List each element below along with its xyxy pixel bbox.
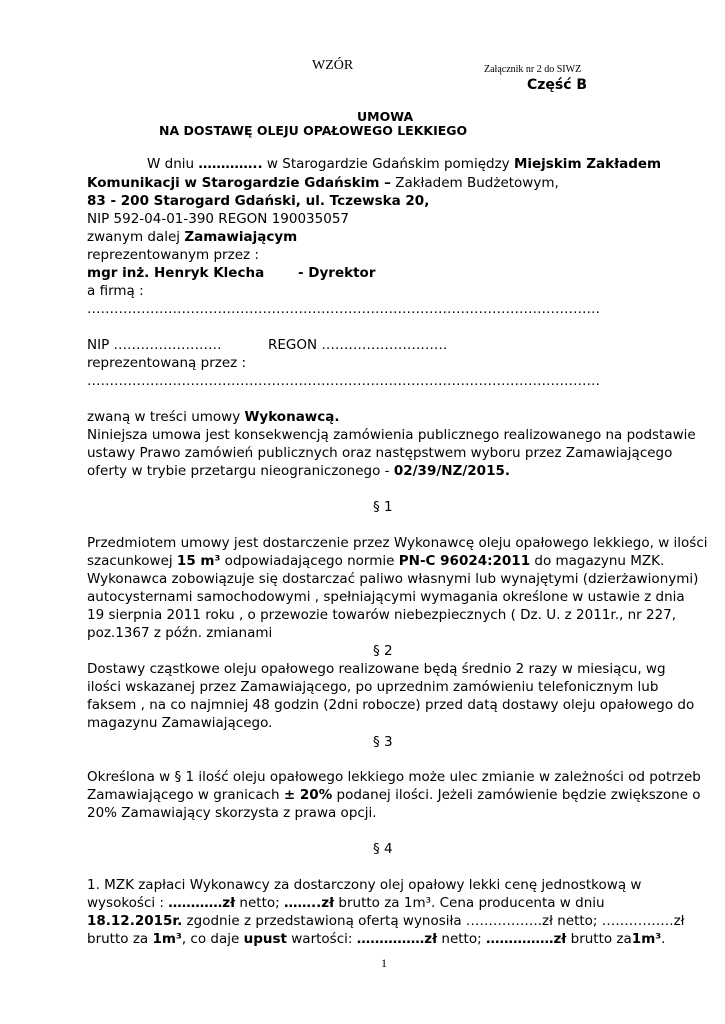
section-2-line-1: Dostawy cząstkowe oleju opałowego realizowane będą średnio 2 razy w miesiącu, wg	[87, 661, 666, 677]
section-1-heading: § 1	[373, 499, 393, 515]
intro-date-blank: …………..	[198, 156, 263, 172]
norm-value: PN-C 96024:2011	[398, 553, 531, 569]
discount-gross-blank: ……………zł	[485, 931, 567, 947]
section-1-line-5: 19 sierpnia 2011 roku , o przewozie towarów niebezpiecznych ( Dz. U. z 2011r., nr 227,	[87, 607, 677, 623]
client-type: Zakładem Budżetowym,	[390, 175, 559, 191]
client-ids: NIP 592-04-01-390 REGON 190035057	[87, 211, 349, 227]
intro-line-2	[87, 175, 559, 191]
client-address: 83 - 200 Starogard Gdański, ul. Tczewska 20,	[87, 193, 430, 209]
contractor-alias: Wykonawcą.	[244, 409, 340, 425]
preamble-line-2: Niniejsza umowa jest konsekwencją zamówienia publicznego realizowanego na podstawie	[87, 427, 696, 443]
net-label-2: netto;	[437, 931, 486, 947]
title-umowa: UMOWA	[357, 109, 414, 124]
attachment-label: Załącznik nr 2 do SIWZ	[484, 64, 582, 75]
client-alias: Zamawiającym	[184, 229, 298, 245]
contractor-alias-prefix: zwaną w treści umowy	[87, 409, 245, 425]
representative-name: mgr inż. Henryk Klecha	[87, 265, 265, 281]
tender-number: 02/39/NZ/2015.	[393, 463, 510, 479]
range-value: ± 20%	[283, 787, 333, 803]
representative-role: - Dyrektor	[298, 265, 376, 281]
unit-1: 1m³	[152, 931, 182, 947]
section-4-line-2	[87, 895, 605, 911]
norm-prefix: odpowiadającego normie	[220, 553, 399, 569]
preamble-line-4	[87, 463, 510, 479]
contractor-regon: REGON ……………………….	[268, 337, 448, 353]
gross-prefix: brutto za	[87, 931, 153, 947]
title-subject: NA DOSTAWĘ OLEJU OPAŁOWEGO LEKKIEGO	[159, 123, 468, 138]
gross-price-blank: ……..zł	[283, 895, 335, 911]
section-1-line-2	[87, 553, 664, 569]
discount-label: upust	[243, 931, 287, 947]
represented-by-label: reprezentowanym przez :	[87, 247, 259, 263]
gives-label: , co daje	[181, 931, 244, 947]
value-label: wartości:	[286, 931, 357, 947]
range-prefix: Zamawiającego w granicach	[87, 787, 284, 803]
net-label: netto;	[235, 895, 284, 911]
price-prefix: wysokości :	[87, 895, 169, 911]
quantity-prefix: szacunkowej	[87, 553, 177, 569]
contractor-nip: NIP ……………………	[87, 337, 222, 353]
producer-price-blanks: zgodnie z przedstawioną ofertą wynosiła ……………..zł netto; …………….zł	[182, 913, 685, 929]
intro-place: w Starogardzie Gdańskim pomiędzy	[262, 156, 514, 172]
contractor-label: a firmą :	[87, 283, 144, 299]
template-label: WZÓR	[312, 58, 354, 73]
reference-date: 18.12.2015r.	[87, 913, 183, 929]
part-label: Część B	[527, 77, 588, 93]
period: .	[661, 931, 666, 947]
section-3-heading: § 3	[373, 734, 393, 750]
client-alias-line	[87, 229, 297, 245]
tender-mode: oferty w trybie przetargu nieograniczonego -	[87, 463, 394, 479]
preamble-line-1	[87, 409, 340, 425]
gross-per-label: brutto za	[566, 931, 632, 947]
section-1-line-4: autocysternami samochodowymi , spełniającymi wymagania określone w ustawie z dnia	[87, 589, 685, 605]
destination: do magazynu MZK.	[530, 553, 665, 569]
section-4-line-3	[87, 913, 685, 929]
section-2-heading: § 2	[373, 643, 393, 659]
page-number: 1	[381, 956, 387, 970]
section-4-line-1: 1. MZK zapłaci Wykonawcy za dostarczony olej opałowy lekki cenę jednostkową w	[87, 877, 642, 893]
quantity-value: 15 m³	[176, 553, 221, 569]
intro-line-1	[147, 156, 661, 172]
discount-net-blank: ……………zł	[356, 931, 438, 947]
section-2-line-2: ilości wskazanej przez Zamawiającego, po uprzednim zamówieniu telefonicznym lub	[87, 679, 659, 695]
unit-2: 1m³	[631, 931, 662, 947]
preamble-line-3: ustawy Prawo zamówień publicznych oraz następstwem wyboru przez Zamawiającego	[87, 445, 673, 461]
section-2-line-4: magazynu Zamawiającego.	[87, 715, 273, 731]
range-suffix: podanej ilości. Jeżeli zamówienie będzie zwiększone o	[332, 787, 701, 803]
contractor-represented-label: reprezentowaną przez :	[87, 355, 247, 371]
section-3-line-1: Określona w § 1 ilość oleju opałowego lekkiego może ulec zmianie w zależności od potrzeb	[87, 769, 701, 785]
contractor-representative-blank: ……………………………………………………………………………………………………	[87, 373, 600, 389]
client-name-part-2: Komunikacji w Starogardzie Gdańskim –	[87, 175, 391, 191]
section-1-line-1: Przedmiotem umowy jest dostarczenie przez Wykonawcę oleju opałowego lekkiego, w ilości	[87, 535, 708, 551]
section-3-line-2	[87, 787, 701, 803]
contractor-name-blank: ……………………………………………………………………………………………………	[87, 301, 600, 317]
section-1-line-6: poz.1367 z późn. zmianami	[87, 625, 273, 641]
net-price-blank: …………zł	[168, 895, 236, 911]
client-alias-prefix: zwanym dalej	[87, 229, 185, 245]
client-name-part-1: Miejskim Zakładem	[513, 156, 662, 172]
section-2-line-3: faksem , na co najmniej 48 godzin (2dni robocze) przed datą dostawy oleju opałowego do	[87, 697, 695, 713]
producer-price-intro: brutto za 1m³. Cena producenta w dniu	[334, 895, 605, 911]
section-4-heading: § 4	[373, 841, 393, 857]
section-4-line-4	[87, 931, 665, 947]
intro-date-prefix: W dniu	[147, 156, 199, 172]
section-3-line-3: 20% Zamawiający skorzysta z prawa opcji.	[87, 805, 377, 821]
section-1-line-3: Wykonawca zobowiązuje się dostarczać paliwo własnymi lub wynajętymi (dzierżawionymi)	[87, 571, 699, 587]
